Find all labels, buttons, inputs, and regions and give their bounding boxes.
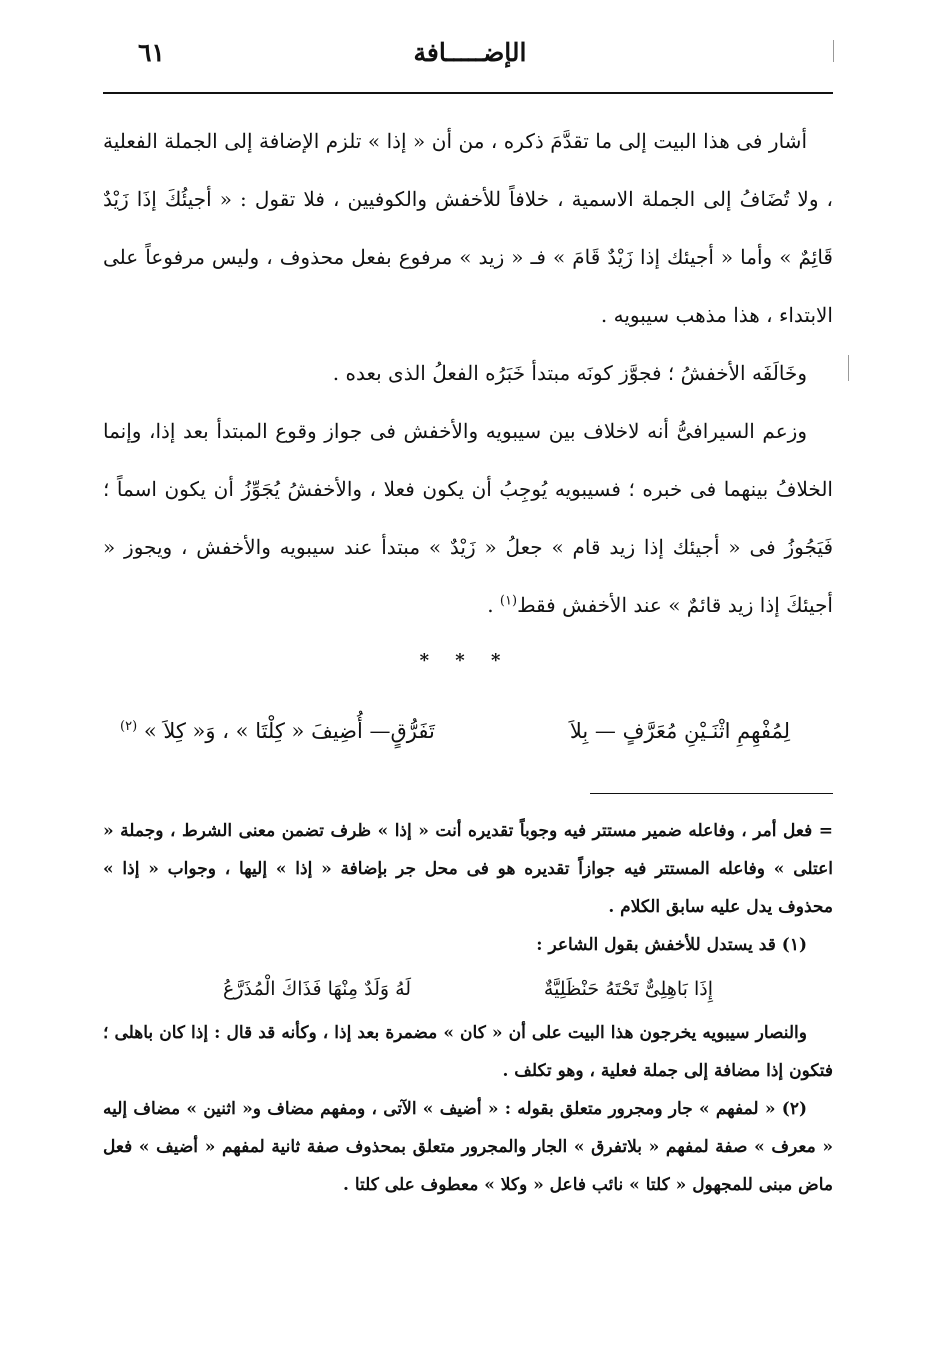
paragraph: أشار فى هذا البيت إلى ما تقدَّمَ ذكره ، من أن « إذا » تلزم الإضافة إلى الجملة الفعلية ، ولا تُضَافُ إلى الجملة الاسمية ، خلافاً للأخفش والكوفيين ، فلا تقول : « أجيئُكَ إذَا زَيْدٌ قَائِمٌ » وأما « أجيئك إذا زَيْدٌ قَامَ » فـ « زيد » مرفوع بفعل محذوف ، وليس مرفوعاً على الابتداء ، هذا مذهب سيبويه . bbox=[103, 129, 834, 327]
paragraph bbox=[103, 402, 833, 634]
footnote-verse-first: إِذَا بَاهِلِىٌّ تَحْتَهُ حَنْظَلِيَّةٌ bbox=[543, 978, 713, 1000]
footnote-rule bbox=[590, 793, 833, 794]
footnote-verse bbox=[103, 964, 833, 1014]
footnote-1-intro: (١) قد يستدل للأخفش بقول الشاعر : bbox=[536, 935, 807, 955]
footnote-marker: (١) bbox=[499, 593, 518, 609]
footnote-1-rest: والنصار سيبويه يخرجون هذا البيت على أن « كان » مضمرة بعد إذا ، وكأنه قد قال : إذا كان باهلى ؛ فتكون إذا مضافة إلى جملة فعلية ، وهو تكلف . bbox=[103, 1023, 833, 1081]
verse-hemistich-second bbox=[120, 703, 435, 759]
header-rule bbox=[103, 92, 833, 94]
verse-hemistich-first: لِمُفْهِمِ اثْنَـيْنِ مُعَرَّفٍ — بِلاَ bbox=[569, 719, 790, 743]
page-number: ٦١ bbox=[138, 38, 165, 67]
footnotes bbox=[103, 812, 833, 1204]
verse-hemistich-text: تَفَرُّقٍ— أُضِيفَ « كِلْتَا » ، وَ« كِلاَ » bbox=[143, 719, 435, 743]
end-mark: . bbox=[487, 593, 494, 617]
section-separator: * * * bbox=[419, 650, 511, 671]
chapter-title: الإضـــــافة bbox=[413, 38, 527, 67]
margin-mark bbox=[848, 355, 849, 381]
main-text bbox=[103, 112, 833, 634]
verse-line bbox=[110, 703, 810, 759]
paragraph-text: وزعم السيرافىُّ أنه لاخلاف بين سيبويه والأخفش فى جواز وقوع المبتدأ بعد إذا، وإنما الخلافُ بينهما فى خبره ؛ فسيبويه يُوجِبُ أن يكون فعلا ، والأخفشُ يُجَوِّزُ أن يكون اسماً ؛ فَيَجُوزُ فى « أجيئك إذا زيد قام » جعلُ « زَيْدٌ » مبتدأ عند سيبويه والأخفش ، ويجوز « أجيئكَ إذا زيد قائمٌ » عند الأخفش فقط bbox=[103, 419, 834, 617]
footnote-marker: (٢) bbox=[120, 719, 138, 734]
footnote-continuation: = فعل أمر ، وفاعله ضمير مستتر فيه وجوباً تقديره أنت « إذا » ظرف تضمن معنى الشرط ، وجملة « اعتلى » وفاعله المستتر فيه جوازاً تقديره هو فى محل جر بإضافة « إذا » إليها ، وجواب « إذا » محذوف يدل عليه سابق الكلام . bbox=[103, 821, 833, 917]
paragraph: وخَالَفَه الأخفشُ ؛ فجوَّز كونَه مبتدأ خَبَرُه الفعلُ الذى بعده . bbox=[332, 361, 807, 385]
page-header bbox=[110, 34, 830, 82]
margin-mark bbox=[833, 40, 834, 62]
footnote-2: (٢) « لمفهم » جار ومجرور متعلق بقوله : « أضيف » الآتى ، ومفهم مضاف و« اثنين » مضاف إليه « معرف » صفة لمفهم « بلاتفرق » الجار والمجرور متعلق بمحذوف صفة ثانية لمفهم « أضيف » فعل ماض مبنى للمجهول « كلتا » نائب فاعل « وكلا » معطوف على كلتا . bbox=[103, 1099, 833, 1195]
footnote-verse-second: لَهُ وَلَدٌ مِنْهَا فَذَاكَ الْمُذَرَّعُ bbox=[223, 978, 412, 1000]
